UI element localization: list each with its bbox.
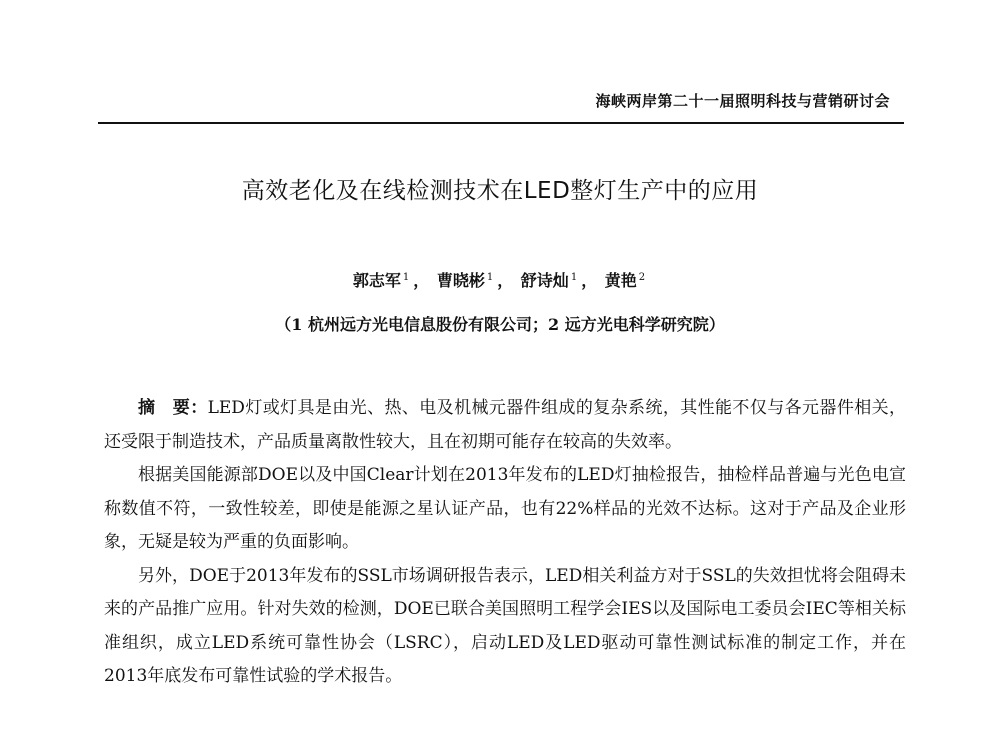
abstract-paragraph: [104, 392, 906, 459]
author-name: 舒诗灿: [520, 271, 569, 290]
author-name: 曹晓彬: [436, 271, 485, 290]
abstract-label: 摘 要：: [138, 398, 208, 418]
author-affiliation-mark: 1: [402, 271, 410, 283]
abstract-paragraph: 另外，DOE于2013年发布的SSL市场调研报告表示，LED相关利益方对于SSL的失效担忧将会阻碍未来的产品推广应用。针对失效的检测，DOE已联合美国照明工程学会IES以及国际电工委员会IEC等相关标准组织，成立LED系统可靠性协会（LSRC），启动LED及LED驱动可靠性测试标准的制定工作，并在2013年底发布可靠性试验的学术报告。: [104, 565, 906, 686]
abstract-paragraph: 根据美国能源部DOE以及中国Clear计划在2013年发布的LED灯抽检报告，抽检样品普遍与光色电宣称数值不符，一致性较差，即使是能源之星认证产品，也有22%样品的光效不达标。这对于产品及企业形象，无疑是较为严重的负面影响。: [104, 465, 906, 552]
header-rule: [98, 122, 904, 124]
author-affiliation-mark: 1: [486, 271, 494, 283]
author-separator: ，: [581, 271, 598, 290]
abstract-text: LED灯或灯具是由光、热、电及机械元器件组成的复杂系统，其性能不仅与各元器件相关，还受限于制造技术，产品质量离散性较大，且在初期可能存在较高的失效率。: [104, 398, 907, 452]
author-affiliation-mark: 2: [638, 271, 646, 283]
author-separator: ，: [497, 271, 514, 290]
author-list: [0, 268, 1000, 291]
paper-title: 高效老化及在线检测技术在LED整灯生产中的应用: [241, 178, 759, 204]
author-separator: ，: [413, 271, 430, 290]
abstract-body: [104, 392, 906, 694]
affiliations: （1 杭州远方光电信息股份有限公司；2 远方光电科学研究院）: [275, 315, 725, 334]
author-affiliation-mark: 1: [570, 271, 578, 283]
author-name: 郭志军: [352, 271, 401, 290]
author-name: 黄艳: [604, 271, 637, 290]
running-header: 海峡两岸第二十一届照明科技与营销研讨会: [595, 92, 890, 110]
